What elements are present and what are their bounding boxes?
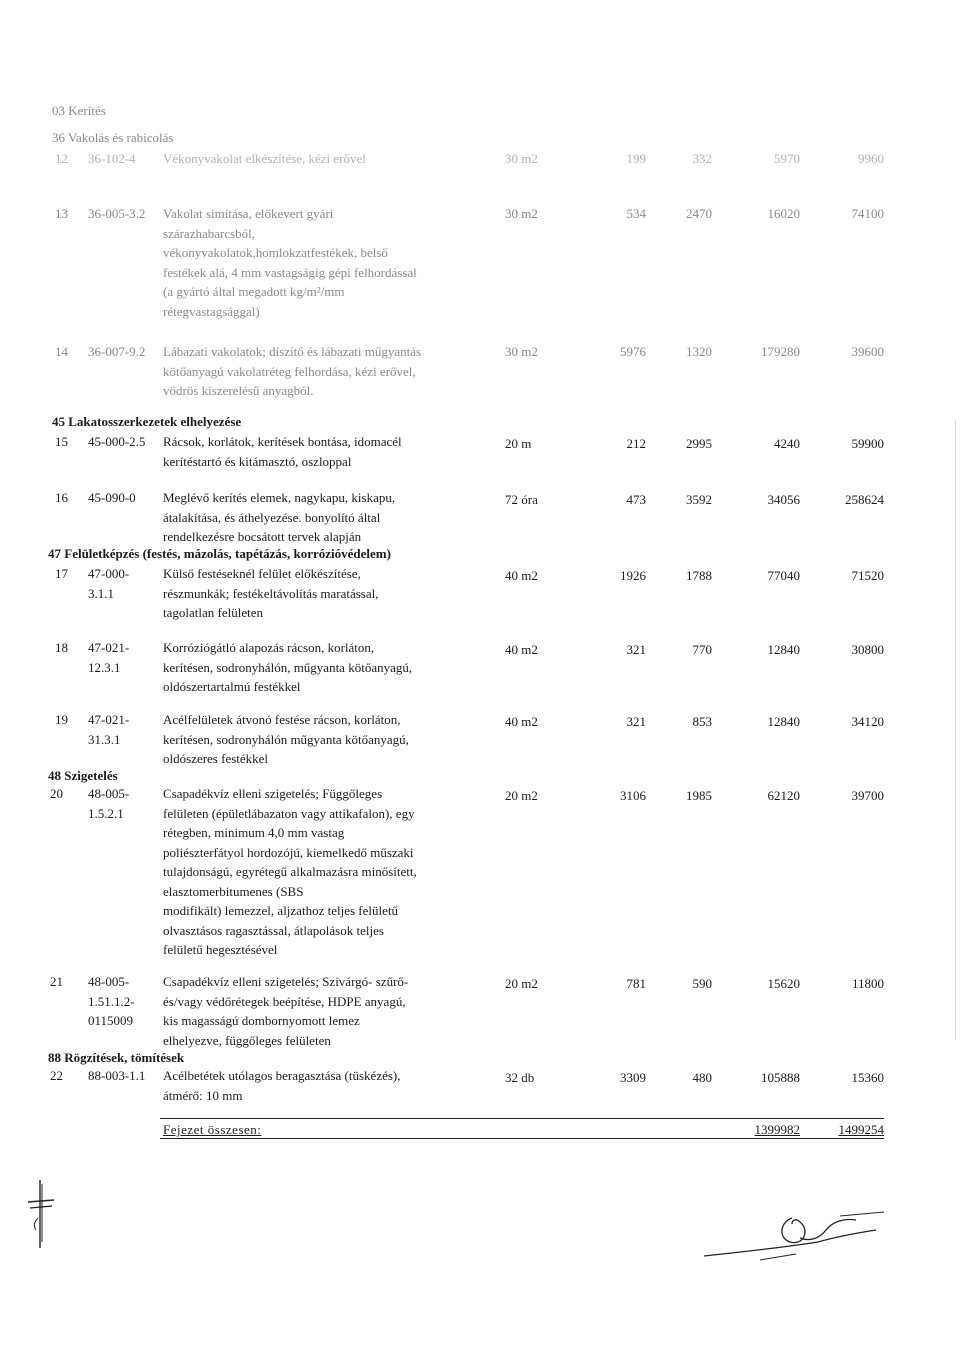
row-quantity: 32 db <box>505 1070 535 1085</box>
row-total-labor: 258624 <box>845 492 884 507</box>
total-rule-bottom <box>160 1138 884 1139</box>
row-total-material: 34056 <box>767 492 800 507</box>
row-quantity: 20 m2 <box>505 976 538 991</box>
description-line: kerítésen, sodronyhálón, műgyanta kötőanyagú, <box>163 659 413 675</box>
row-code <box>88 972 135 1031</box>
description-line: kerítésen, sodronyhálón műgyanta kötőanyagú, <box>163 731 409 747</box>
row-total-material: 4240 <box>774 436 800 451</box>
row-quantity: 40 m2 <box>505 714 538 729</box>
row-total-labor: 30800 <box>851 642 884 657</box>
row-code <box>88 342 145 362</box>
description-line: szárazhabarcsból, <box>163 225 256 241</box>
row-code <box>88 564 129 603</box>
code-line: 0115009 <box>88 1013 134 1028</box>
code-line: 12.3.1 <box>88 659 121 675</box>
row-quantity: 30 m2 <box>505 344 538 359</box>
code-line: 45-000-2.5 <box>88 434 146 449</box>
description-line: rendelkezésre bocsátott tervek alapján <box>163 529 362 544</box>
description-line: és/vagy védőrétegek beépítése, HDPE anyagú, <box>163 993 406 1009</box>
description-line: Korróziógátló alapozás rácson, korláton, <box>163 640 375 655</box>
row-unit-material: 321 <box>626 714 646 729</box>
chapter-total-labor: 1499254 <box>838 1122 884 1137</box>
row-unit-labor: 2995 <box>686 436 712 451</box>
code-line: 47-021- <box>88 712 130 727</box>
row-total-material: 15620 <box>767 976 800 991</box>
row-description <box>163 784 417 960</box>
description-line: poliészterfátyol hordozójú, kiemelkedő műszaki <box>163 844 414 860</box>
row-unit-labor: 2470 <box>686 206 712 221</box>
code-line: 1.51.1.2- <box>88 993 135 1009</box>
row-quantity: 20 m2 <box>505 788 538 803</box>
row-unit-labor: 480 <box>692 1070 712 1085</box>
description-line: kis magasságú dombornyomott lemez <box>163 1013 360 1028</box>
row-total-labor: 34120 <box>851 714 884 729</box>
row-unit-labor: 770 <box>692 642 712 657</box>
code-line: 31.3.1 <box>88 731 121 747</box>
row-total-material: 12840 <box>767 642 800 657</box>
group-heading: 45 Lakatosszerkezetek elhelyezése <box>52 414 242 429</box>
row-description <box>163 488 395 547</box>
row-unit-labor: 590 <box>692 976 712 991</box>
row-unit-material: 781 <box>626 976 646 991</box>
row-code <box>88 1066 145 1086</box>
row-description <box>163 432 402 471</box>
description-line: oldószeres festékkel <box>163 751 269 766</box>
code-line: 45-090-0 <box>88 490 136 505</box>
row-total-labor: 39700 <box>851 788 884 803</box>
row-total-labor: 9960 <box>858 151 884 166</box>
row-unit-material: 3106 <box>620 788 646 803</box>
code-line: 47-021- <box>88 640 130 655</box>
row-description <box>163 204 417 321</box>
row-unit-material: 3309 <box>620 1070 646 1085</box>
description-line: Csapadékvíz elleni szigetelés; Szivárgó- szűrő- <box>163 974 409 989</box>
code-line: 48-005- <box>88 786 130 801</box>
description-line: rétegvastagsággal) <box>163 303 260 319</box>
description-line: kerítéstartó és kitámasztó, oszloppal <box>163 453 352 469</box>
description-line: Csapadékvíz elleni szigetelés; Függőleges <box>163 786 383 801</box>
row-number: 18 <box>55 640 68 655</box>
scan-edge-line <box>955 420 956 1040</box>
row-code <box>88 638 129 677</box>
code-line: 47-000- <box>88 566 130 581</box>
row-total-labor: 59900 <box>851 436 884 451</box>
row-number: 14 <box>55 344 68 359</box>
row-code <box>88 204 145 224</box>
code-line: 36-005-3.2 <box>88 206 146 221</box>
description-line: modifikált) lemezzel, aljzathoz teljes felületű <box>163 903 398 918</box>
chapter-total-label: Fejezet összesen: <box>163 1122 262 1137</box>
row-unit-material: 212 <box>626 436 646 451</box>
chapter-title: 03 Kerítés <box>52 103 106 118</box>
row-unit-labor: 853 <box>692 714 712 729</box>
row-code <box>88 784 129 823</box>
code-line: 36-007-9.2 <box>88 344 146 359</box>
row-unit-labor: 332 <box>692 151 712 166</box>
row-total-material: 62120 <box>767 788 800 803</box>
row-description <box>163 710 409 769</box>
row-quantity: 72 óra <box>505 492 538 507</box>
description-line: kötőanyagú vakolatréteg felhordása, kézi erővel, <box>163 363 416 379</box>
code-line: 48-005- <box>88 974 130 989</box>
row-total-material: 16020 <box>767 206 800 221</box>
description-line: felületű hegesztésével <box>163 942 278 957</box>
row-code: 36-102-4 <box>88 151 136 166</box>
row-total-labor: 71520 <box>851 568 884 583</box>
code-line: 3.1.1 <box>88 585 114 601</box>
description-line: vékonyvakolatok,homlokzatfestékek, belső <box>163 245 388 260</box>
description-line: elasztomerbitumenes (SBS <box>163 883 304 899</box>
row-description <box>163 342 421 401</box>
group-heading: 48 Szigetelés <box>48 768 118 783</box>
row-unit-material: 534 <box>626 206 646 221</box>
total-rule-top <box>160 1118 884 1119</box>
row-unit-labor: 3592 <box>686 492 712 507</box>
chapter-total-material: 1399982 <box>754 1122 800 1137</box>
group-heading: 88 Rögzítések, tömítések <box>48 1050 185 1065</box>
row-description <box>163 638 412 697</box>
row-number: 12 <box>55 151 68 166</box>
description-line: vödrös kiszerelésű anyagból. <box>163 383 314 398</box>
row-number: 21 <box>50 974 63 989</box>
row-unit-labor: 1320 <box>686 344 712 359</box>
row-total-material: 105888 <box>761 1070 800 1085</box>
description-line: Acélbetétek utólagos beragasztása (tüskézés), <box>163 1068 401 1083</box>
row-description <box>163 564 379 623</box>
description-line: Lábazati vakolatok; díszítő és lábazati műgyantás <box>163 344 422 359</box>
row-number: 17 <box>55 566 68 581</box>
signature-icon <box>700 1208 890 1268</box>
description-line: rétegben, minimum 4,0 mm vastag <box>163 825 345 840</box>
row-unit-material: 1926 <box>620 568 646 583</box>
description-line: Külső festéseknél felület előkészítése, <box>163 566 361 581</box>
row-quantity: 40 m2 <box>505 568 538 583</box>
row-number: 20 <box>50 786 63 801</box>
description-line: Vakolat simítása, előkevert gyári <box>163 206 334 221</box>
row-quantity: 30 m2 <box>505 151 538 166</box>
row-number: 19 <box>55 712 68 727</box>
row-number: 22 <box>50 1068 63 1083</box>
row-total-material: 12840 <box>767 714 800 729</box>
code-line: 88-003-1.1 <box>88 1068 146 1083</box>
row-unit-labor: 1985 <box>686 788 712 803</box>
initials-mark-icon <box>22 1178 58 1252</box>
row-unit-material: 199 <box>626 151 646 166</box>
row-total-labor: 39600 <box>851 344 884 359</box>
row-quantity: 30 m2 <box>505 206 538 221</box>
description-line: felületen (épületlábazaton vagy attikafalon), egy <box>163 805 415 821</box>
row-code <box>88 432 145 452</box>
row-code <box>88 488 136 508</box>
group-heading: 47 Felületképzés (festés, mázolás, tapétázás, korrózióvédelem) <box>48 546 391 561</box>
description-line: elhelyezve, függőleges felületen <box>163 1032 331 1048</box>
description-line: tagolatlan felületen <box>163 605 263 620</box>
row-total-material: 5970 <box>774 151 800 166</box>
description-line: Rácsok, korlátok, kerítések bontása, idomacél <box>163 434 402 449</box>
row-quantity: 40 m2 <box>505 642 538 657</box>
row-total-material: 179280 <box>761 344 800 359</box>
row-quantity: 20 m <box>505 436 532 451</box>
row-number: 16 <box>55 490 68 505</box>
row-code <box>88 710 129 749</box>
row-total-material: 77040 <box>767 568 800 583</box>
row-number: 15 <box>55 434 68 449</box>
row-number: 13 <box>55 206 68 221</box>
row-unit-material: 5976 <box>620 344 646 359</box>
section-title: 36 Vakolás és rabicolás <box>52 130 174 145</box>
row-description <box>163 972 408 1050</box>
description-line: átalakítása, és áthelyezése. bonyolító által <box>163 509 381 525</box>
description-line: olvasztásos ragasztással, átlapolások teljes <box>163 922 384 938</box>
row-description <box>163 1066 401 1105</box>
row-unit-material: 321 <box>626 642 646 657</box>
row-total-labor: 74100 <box>851 206 884 221</box>
description-line: átmérő: 10 mm <box>163 1087 243 1103</box>
description-line: oldószertartalmú festékkel <box>163 679 301 694</box>
row-description: Vékonyvakolat elkészítése, kézi erővel <box>163 151 366 166</box>
description-line: (a gyártó által megadott kg/m²/mm <box>163 284 345 299</box>
code-line: 1.5.2.1 <box>88 805 124 821</box>
description-line: részmunkák; festékeltávolítás maratással, <box>163 585 379 601</box>
row-total-labor: 11800 <box>851 976 884 991</box>
description-line: Meglévő kerítés elemek, nagykapu, kiskapu, <box>163 490 396 505</box>
row-unit-material: 473 <box>626 492 646 507</box>
description-line: Acélfelületek átvonó festése rácson, korláton, <box>163 712 401 727</box>
description-line: tulajdonságú, egyrétegű alkalmazásra minősített, <box>163 864 417 879</box>
row-total-labor: 15360 <box>851 1070 884 1085</box>
row-unit-labor: 1788 <box>686 568 712 583</box>
description-line: festékek alá, 4 mm vastagságig gépi felhordással <box>163 264 417 280</box>
